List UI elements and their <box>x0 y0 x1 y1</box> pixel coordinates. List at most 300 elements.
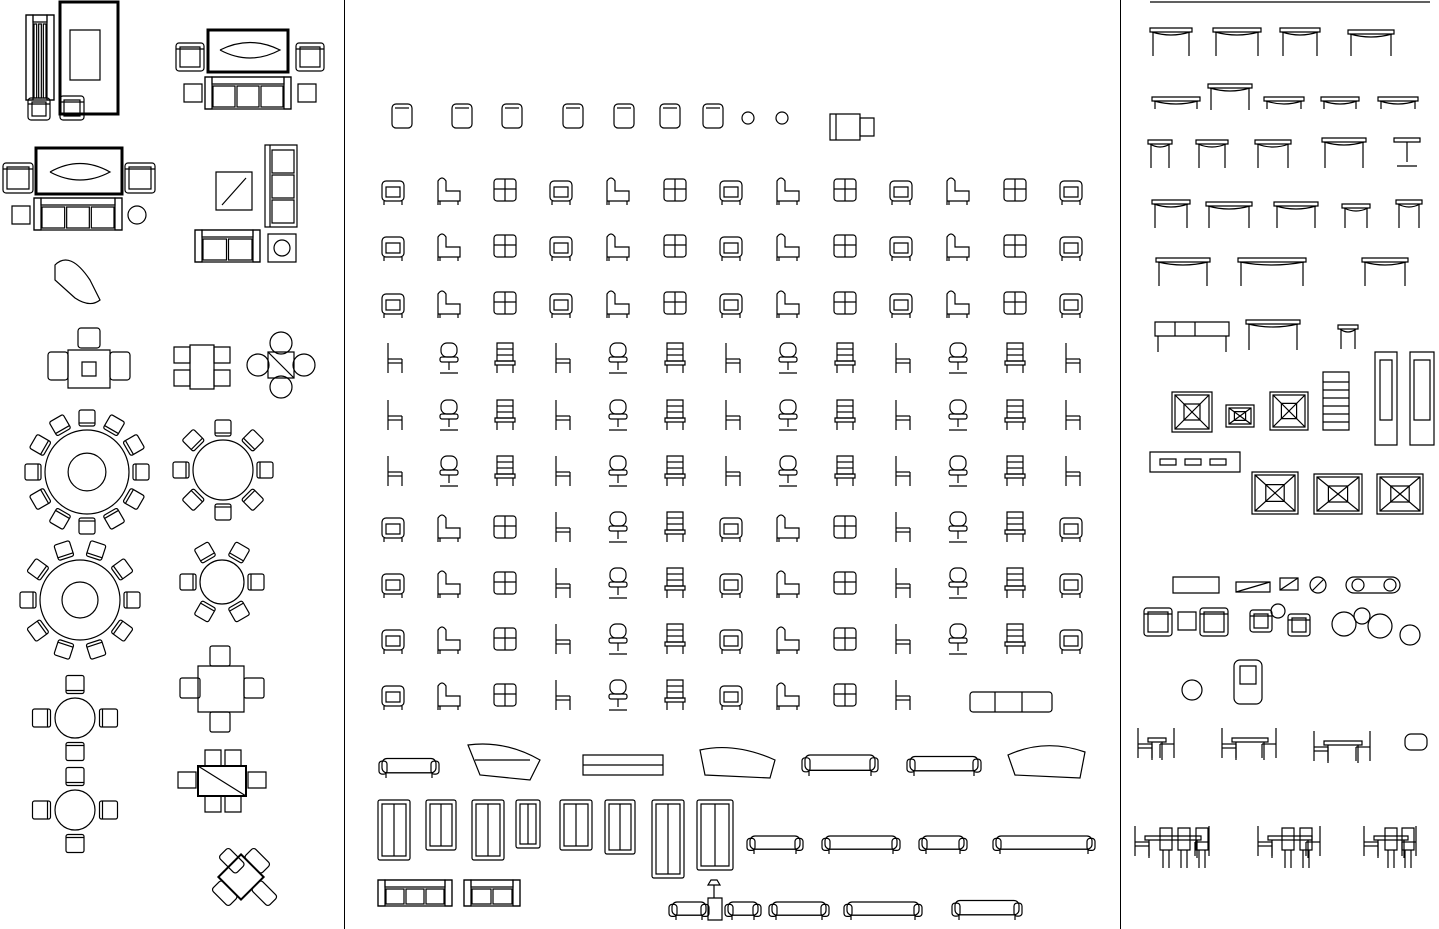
cad-stroke <box>1282 828 1294 850</box>
cad-stroke <box>195 230 202 262</box>
cad-stroke <box>724 692 738 702</box>
cad-stroke <box>910 757 978 771</box>
cad-stroke <box>949 470 967 475</box>
cad-stroke <box>724 300 738 310</box>
cad-stroke <box>1005 474 1025 478</box>
cad-stroke <box>91 207 114 228</box>
cad-stroke <box>949 526 967 531</box>
cad-stroke <box>1232 738 1268 742</box>
cad-stroke <box>441 343 457 357</box>
cad-stroke <box>1060 518 1082 538</box>
cad-stroke <box>513 880 520 906</box>
cad-stroke <box>837 343 853 361</box>
cad-stroke <box>218 854 263 899</box>
cad-stroke <box>1323 372 1349 430</box>
cad-stroke <box>441 456 457 470</box>
cad-stroke <box>438 515 460 542</box>
cad-stroke <box>777 234 799 261</box>
cad-stroke <box>26 15 33 100</box>
cad-stroke <box>62 582 98 618</box>
cad-stroke <box>468 744 540 780</box>
cad-stroke <box>1396 200 1422 204</box>
cad-stroke <box>1268 836 1312 840</box>
cad-stroke <box>218 847 245 874</box>
cad-stroke <box>1246 320 1300 324</box>
cad-stroke <box>229 239 253 260</box>
cad-stroke <box>780 400 796 414</box>
cad-stroke <box>950 568 966 582</box>
cad-stroke <box>382 518 404 538</box>
cad-stroke <box>493 889 512 904</box>
cad-stroke <box>198 666 244 712</box>
cad-stroke <box>103 508 125 530</box>
cad-stroke <box>244 678 264 698</box>
cad-stroke <box>554 300 568 310</box>
cad-stroke <box>39 24 42 98</box>
cad-stroke <box>609 582 627 587</box>
cad-stroke <box>60 2 118 114</box>
cad-stroke <box>776 112 788 124</box>
cad-stroke <box>1322 138 1366 142</box>
cad-stroke <box>609 526 627 531</box>
cad-stroke <box>47 15 54 100</box>
cad-stroke <box>1384 579 1396 591</box>
cad-stroke <box>284 77 291 109</box>
cad-stroke <box>947 291 969 318</box>
cad-stroke <box>1064 580 1078 590</box>
cad-stroke <box>554 187 568 197</box>
cad-stroke <box>835 474 855 478</box>
cad-stroke <box>43 24 46 98</box>
cad-stroke <box>1352 579 1364 591</box>
cad-stroke <box>1152 97 1200 101</box>
right-panel-tables-screens <box>1135 2 1434 868</box>
cad-stroke <box>835 361 855 365</box>
cad-stroke <box>949 357 967 362</box>
cad-stroke <box>34 198 122 230</box>
cad-stroke <box>68 350 110 388</box>
cad-stroke <box>205 796 221 812</box>
cad-stroke <box>382 574 404 594</box>
cad-stroke <box>1321 97 1359 101</box>
cad-stroke <box>440 414 458 419</box>
cad-stroke <box>1150 28 1192 32</box>
cad-stroke <box>495 474 515 478</box>
cad-stroke <box>1240 666 1256 684</box>
cad-stroke <box>386 636 400 646</box>
cad-stroke <box>211 880 238 907</box>
cad-stroke <box>42 207 65 228</box>
cad-stroke <box>1332 612 1356 636</box>
cad-stroke <box>270 376 292 398</box>
cad-stroke <box>1160 828 1172 850</box>
cad-stroke <box>438 627 460 654</box>
cad-stroke <box>1400 625 1420 645</box>
cad-stroke <box>210 712 230 732</box>
cad-stroke <box>610 456 626 470</box>
cad-stroke <box>610 624 626 638</box>
cad-stroke <box>780 343 796 357</box>
cad-stroke <box>1208 84 1252 88</box>
cad-stroke <box>193 440 253 500</box>
cad-stroke <box>180 678 200 698</box>
cad-stroke <box>720 518 742 538</box>
cad-stroke <box>1375 352 1397 445</box>
cad-stroke <box>1008 746 1085 778</box>
cad-stroke <box>228 601 250 623</box>
cad-stroke <box>29 488 51 510</box>
cad-stroke <box>220 43 280 59</box>
cad-stroke <box>894 300 908 310</box>
cad-stroke <box>1064 300 1078 310</box>
cad-stroke <box>1414 360 1430 420</box>
cad-stroke <box>298 84 316 102</box>
cad-stroke <box>386 243 400 253</box>
cad-stroke <box>50 164 110 181</box>
cad-stroke <box>665 474 685 478</box>
cad-stroke <box>190 345 214 389</box>
cad-stroke <box>471 880 513 887</box>
cad-stroke <box>426 889 444 904</box>
cad-stroke <box>1007 512 1023 530</box>
cad-stroke <box>202 230 253 237</box>
cad-stroke <box>1064 524 1078 534</box>
cad-stroke <box>837 456 853 474</box>
cad-stroke <box>708 880 720 885</box>
cad-stroke <box>825 836 897 849</box>
cad-stroke <box>1368 614 1392 638</box>
cad-stroke <box>270 332 292 354</box>
cad-stroke <box>45 430 129 514</box>
cad-stroke <box>382 294 404 314</box>
cad-stroke <box>205 77 291 109</box>
cad-stroke <box>7 167 29 189</box>
cad-stroke <box>607 291 629 318</box>
cad-stroke <box>1238 258 1306 262</box>
cad-stroke <box>29 434 51 456</box>
cad-stroke <box>949 582 967 587</box>
cad-stroke <box>82 362 96 376</box>
cad-stroke <box>257 462 273 478</box>
cad-stroke <box>174 370 190 386</box>
cad-stroke <box>208 30 288 72</box>
cad-stroke <box>78 328 100 348</box>
cad-stroke <box>272 175 294 198</box>
cad-stroke <box>609 414 627 419</box>
cad-stroke <box>554 243 568 253</box>
cad-stroke <box>210 646 230 666</box>
cad-stroke <box>1196 828 1208 850</box>
cad-stroke <box>996 836 1092 849</box>
cad-stroke <box>724 636 738 646</box>
cad-stroke <box>272 200 294 223</box>
cad-stroke <box>667 343 683 361</box>
cad-stroke <box>194 601 216 623</box>
cad-stroke <box>200 560 244 604</box>
cad-stroke <box>253 230 260 262</box>
cad-stroke <box>1280 28 1320 32</box>
cad-stroke <box>665 586 685 590</box>
cad-stroke <box>1210 459 1226 465</box>
cad-stroke <box>779 414 797 419</box>
cad-stroke <box>386 187 400 197</box>
cad-stroke <box>215 420 231 436</box>
cad-stroke <box>1060 181 1082 201</box>
cad-stroke <box>386 889 404 904</box>
cad-stroke <box>41 198 115 205</box>
cad-stroke <box>720 630 742 650</box>
cad-stroke <box>128 206 146 224</box>
cad-stroke <box>835 418 855 422</box>
cad-stroke <box>950 624 966 638</box>
cad-stroke <box>700 748 775 778</box>
cad-stroke <box>495 361 515 365</box>
cad-stroke <box>610 680 626 694</box>
cad-stroke <box>1007 400 1023 418</box>
cad-stroke <box>228 542 250 564</box>
cad-stroke <box>777 627 799 654</box>
cad-stroke <box>115 198 122 230</box>
cad-stroke <box>1060 574 1082 594</box>
cad-stroke <box>1196 140 1228 144</box>
cad-stroke <box>268 352 294 378</box>
cad-stroke <box>34 24 37 98</box>
cad-stroke <box>12 206 30 224</box>
cad-stroke <box>184 84 202 102</box>
cad-stroke <box>724 187 738 197</box>
cad-stroke <box>667 568 683 586</box>
cad-stroke <box>1312 579 1324 591</box>
cad-stroke <box>1148 612 1168 632</box>
cad-stroke <box>386 580 400 590</box>
cad-stroke <box>950 343 966 357</box>
cad-stroke <box>667 512 683 530</box>
cad-stroke <box>1236 582 1270 592</box>
cad-stroke <box>194 542 216 564</box>
cad-stroke <box>247 354 269 376</box>
cad-stroke <box>1380 360 1392 420</box>
cad-stroke <box>497 400 513 418</box>
cad-stroke <box>440 357 458 362</box>
cad-stroke <box>1064 636 1078 646</box>
cad-stroke <box>837 400 853 418</box>
cad-stroke <box>922 836 964 849</box>
cad-stroke <box>386 524 400 534</box>
cad-stroke <box>610 568 626 582</box>
cad-stroke <box>609 638 627 643</box>
cad-stroke <box>1005 642 1025 646</box>
cad-stroke <box>203 239 227 260</box>
cad-stroke <box>777 683 799 710</box>
cad-stroke <box>607 234 629 261</box>
cad-stroke <box>610 512 626 526</box>
cad-stroke <box>445 880 452 906</box>
cad-stroke <box>708 898 722 920</box>
cad-stroke <box>665 698 685 702</box>
cad-stroke <box>178 772 196 788</box>
cad-stroke <box>947 234 969 261</box>
cad-stroke <box>720 574 742 594</box>
cad-stroke <box>34 198 41 230</box>
cad-stroke <box>1264 97 1304 101</box>
cad-stroke <box>79 410 95 426</box>
cad-stroke <box>894 243 908 253</box>
cad-stroke <box>382 630 404 650</box>
cad-stroke <box>955 901 1019 915</box>
cad-stroke <box>406 889 424 904</box>
cad-stroke <box>272 150 294 173</box>
cad-stroke <box>1348 30 1394 34</box>
cad-stroke <box>1405 734 1427 750</box>
cad-stroke <box>1155 322 1229 336</box>
cad-stroke <box>55 790 95 830</box>
cad-stroke <box>441 400 457 414</box>
cad-stroke <box>212 77 284 84</box>
cad-stroke <box>550 181 572 201</box>
cad-stroke <box>274 240 290 256</box>
cad-stroke <box>1354 608 1370 624</box>
cad-stroke <box>464 880 471 906</box>
cad-stroke <box>1288 614 1310 636</box>
cad-stroke <box>54 540 74 560</box>
cad-stroke <box>720 686 742 706</box>
cad-stroke <box>86 540 106 560</box>
cad-stroke <box>949 638 967 643</box>
cad-stroke <box>261 86 283 107</box>
cad-stroke <box>1255 140 1291 144</box>
cad-stroke <box>213 86 235 107</box>
cad-stroke <box>1280 578 1298 590</box>
cad-stroke <box>550 237 572 257</box>
cad-stroke <box>665 530 685 534</box>
cad-stroke <box>174 347 190 363</box>
cad-stroke <box>720 237 742 257</box>
cad-stroke <box>1060 630 1082 650</box>
cad-stroke <box>129 167 151 189</box>
cad-stroke <box>1005 418 1025 422</box>
cad-stroke <box>1204 612 1224 632</box>
cad-stroke <box>1007 624 1023 642</box>
cad-stroke <box>386 300 400 310</box>
cad-stroke <box>665 642 685 646</box>
cad-stroke <box>1182 680 1202 700</box>
cad-stroke <box>293 354 315 376</box>
cad-stroke <box>1005 530 1025 534</box>
cad-stroke <box>550 294 572 314</box>
cad-stroke <box>1374 836 1408 840</box>
cad-stroke <box>805 755 875 770</box>
cad-stroke <box>237 86 259 107</box>
cad-stroke <box>1213 28 1261 32</box>
cad-stroke <box>949 414 967 419</box>
cad-stroke <box>382 237 404 257</box>
cad-stroke <box>1378 97 1418 101</box>
cad-stroke <box>378 880 385 906</box>
cad-stroke <box>438 571 460 598</box>
cad-stroke <box>779 470 797 475</box>
cad-stroke <box>1362 258 1408 262</box>
cad-stroke <box>382 181 404 201</box>
cad-stroke <box>950 512 966 526</box>
cad-stroke <box>860 118 874 136</box>
cad-stroke <box>890 237 912 257</box>
cad-stroke <box>198 766 246 796</box>
cad-stroke <box>1005 361 1025 365</box>
cad-stroke <box>214 370 230 386</box>
cad-stroke <box>1342 204 1370 208</box>
cad-stroke <box>610 343 626 357</box>
cad-stroke <box>438 291 460 318</box>
cad-stroke <box>55 698 95 738</box>
cad-stroke <box>222 178 246 205</box>
cad-stroke <box>667 400 683 418</box>
cad-stroke <box>205 750 221 766</box>
cad-stroke <box>1064 243 1078 253</box>
cad-stroke <box>1173 577 1219 593</box>
cad-stroke <box>382 759 436 773</box>
cad-stroke <box>225 796 241 812</box>
cad-stroke <box>607 178 629 205</box>
cad-stroke <box>300 47 320 67</box>
cad-stroke <box>724 524 738 534</box>
cad-stroke <box>195 230 260 262</box>
cad-stroke <box>180 47 200 67</box>
cad-stroke <box>720 181 742 201</box>
cad-stroke <box>1007 343 1023 361</box>
cad-stroke <box>830 114 860 140</box>
cad-stroke <box>386 692 400 702</box>
cad-stroke <box>497 343 513 361</box>
cad-stroke <box>750 836 800 849</box>
cad-stroke <box>667 624 683 642</box>
cad-stroke <box>110 352 130 380</box>
cad-stroke <box>251 880 278 907</box>
cad-stroke <box>1274 202 1318 206</box>
cad-stroke <box>847 902 919 915</box>
cad-stroke <box>497 456 513 474</box>
cad-stroke <box>894 187 908 197</box>
cad-stroke <box>947 178 969 205</box>
cad-stroke <box>720 294 742 314</box>
cad-stroke <box>1206 202 1252 206</box>
cad-stroke <box>438 234 460 261</box>
cad-stroke <box>385 880 445 887</box>
cad-stroke <box>123 488 145 510</box>
cad-stroke <box>49 414 71 436</box>
cad-stroke <box>1007 568 1023 586</box>
cad-stroke <box>1385 828 1397 850</box>
middle-panel-elevation-blocks <box>378 104 1095 920</box>
cad-stroke <box>1005 586 1025 590</box>
cad-stroke <box>378 880 452 906</box>
cad-stroke <box>667 680 683 698</box>
cad-stroke <box>1060 294 1082 314</box>
cad-stroke <box>244 847 271 874</box>
cad-stroke <box>1394 138 1420 142</box>
cad-stroke <box>438 683 460 710</box>
cad-stroke <box>268 234 296 262</box>
cad-stroke <box>772 902 826 915</box>
cad-stroke <box>86 639 106 659</box>
cad-stroke <box>610 400 626 414</box>
cad-stroke <box>173 462 189 478</box>
cad-stroke <box>777 291 799 318</box>
cad-stroke <box>777 178 799 205</box>
cad-stroke <box>68 453 106 491</box>
cad-stroke <box>54 639 74 659</box>
cad-stroke <box>724 580 738 590</box>
cad-stroke <box>950 400 966 414</box>
